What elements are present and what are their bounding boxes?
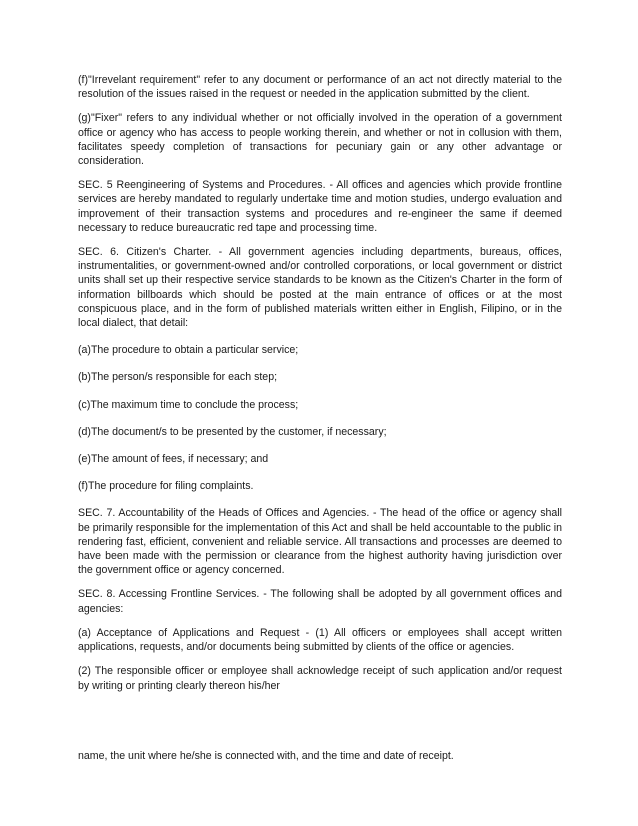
list-item-a: (a)The procedure to obtain a particular service;	[78, 344, 299, 357]
paragraph-sec7: SEC. 7. Accountability of the Heads of Offices and Agencies. - The head of the office or agency shall be primarily responsible for the implementation of this Act and shall be held accountable to the public in rendering fast, efficient, convenient and reliable service. All transactions and processes are deemed to have been made with the permission or clearance from the highest authority having jurisdiction over the government office or agency concerned.	[78, 507, 562, 577]
paragraph-fixer: (g)"Fixer" refers to any individual whether or not officially involved in the operation of a government office or agency who has access to people working therein, and whether or not in collusion with them, facilitates speedy completion of transactions for pecuniary gain or any other advantage or consideration.	[78, 112, 562, 168]
paragraph-sec8-a: (a) Acceptance of Applications and Request - (1) All officers or employees shall accept written applications, requests, and/or documents being submitted by clients of the office or agencies.	[78, 626, 562, 654]
document-body	[78, 73, 562, 703]
paragraph-continuation: name, the unit where he/she is connected with, and the time and date of receipt.	[78, 750, 454, 762]
list-item-c: (c)The maximum time to conclude the process;	[78, 398, 299, 411]
paragraph-sec6: SEC. 6. Citizen's Charter. - All government agencies including departments, bureaus, offices, instrumentalities, or government-owned and/or controlled corporations, or local government or district units shall set up their respective service standards to be known as the Citizen's Charter in the form of information billboards which should be posted at the main entrance of offices or at the most conspicuous place, and in the form of published materials written either in English, Filipino, or in the local dialect, that detail:	[78, 246, 562, 330]
paragraph-sec8: SEC. 8. Accessing Frontline Services. - The following shall be adopted by all government offices and agencies:	[78, 588, 562, 615]
paragraph-sec5: SEC. 5 Reengineering of Systems and Procedures. - All offices and agencies which provide frontline services are hereby mandated to regularly undertake time and motion studies, undergo evaluation and improvement of their transaction systems and procedures and re-engineer the same if deemed necessary to reduce bureaucratic red tape and processing time.	[78, 179, 562, 234]
list-item-b: (b)The person/s responsible for each step;	[78, 371, 278, 384]
list-item-d: (d)The document/s to be presented by the customer, if necessary;	[78, 425, 387, 438]
paragraph-sec8-2: (2) The responsible officer or employee shall acknowledge receipt of such application and/or request by writing or printing clearly thereon his/her	[78, 665, 562, 692]
paragraph-irrelevant-requirement: (f)"Irrevelant requirement" refer to any document or performance of an act not directly material to the resolution of the issues raised in the request or needed in the application submitted by the client.	[78, 74, 562, 101]
list-item-e: (e)The amount of fees, if necessary; and	[78, 453, 269, 466]
list-item-f: (f)The procedure for filing complaints.	[78, 480, 254, 493]
